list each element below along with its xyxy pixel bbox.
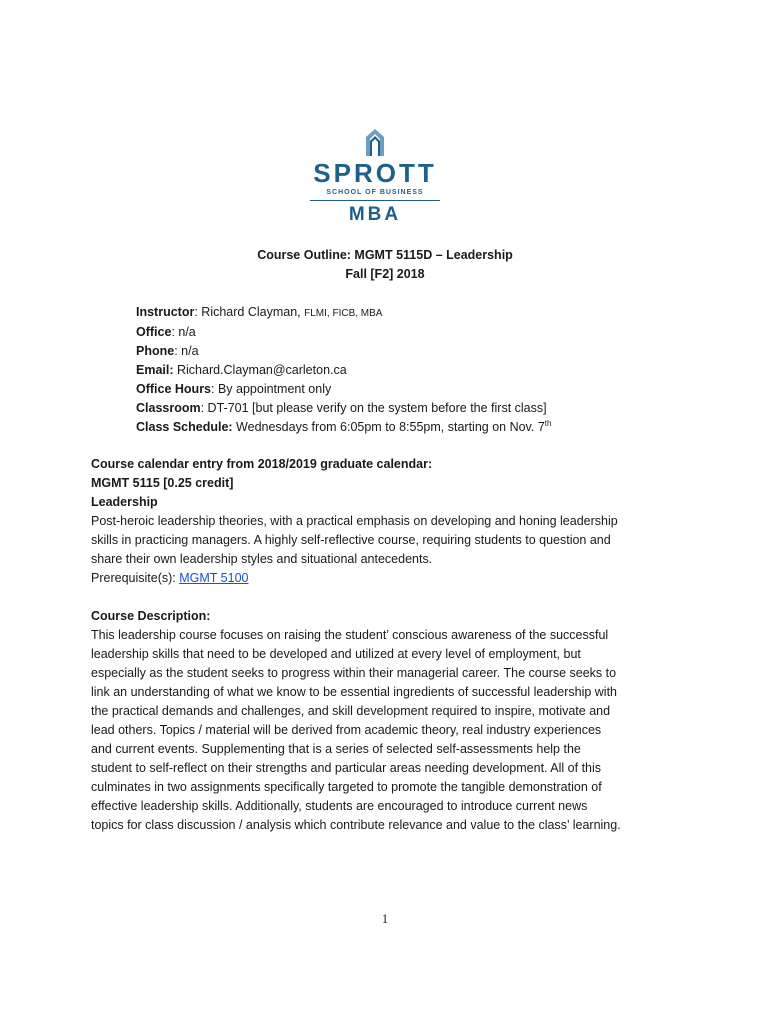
class-schedule-label: Class Schedule: [136, 420, 233, 434]
office-hours-label: Office Hours [136, 382, 212, 396]
classroom-value: : DT-701 [but please verify on the system before the first class] [200, 401, 547, 415]
page-number: 1 [381, 912, 389, 926]
office-hours-value: : By appointment only [211, 382, 332, 396]
logo-arch-icon [364, 128, 386, 156]
office-value: : n/a [171, 325, 196, 339]
logo-divider [310, 200, 440, 201]
office-row [136, 323, 551, 342]
class-schedule-value: Wednesdays from 6:05pm to 8:55pm, starting on Nov. 7 [232, 420, 545, 434]
phone-row [136, 342, 551, 361]
calendar-text-line: Post-heroic leadership theories, with a practical emphasis on developing and honing leadership [91, 514, 618, 528]
course-description-heading: Course Description: [91, 609, 211, 623]
course-info-block [136, 303, 551, 437]
classroom-row [136, 399, 551, 418]
description-line: the practical demands and challenges, and skill development required to inspire, motivate and [91, 704, 611, 718]
classroom-label: Classroom [136, 401, 201, 415]
logo-program: MBA [348, 204, 402, 225]
email-row [136, 361, 551, 380]
description-line: leadership skills that need to be developed and utilized at every level of employment, but [91, 647, 581, 661]
calendar-text-line: share their own leadership styles and situational antecedents. [91, 552, 433, 566]
course-title [0, 246, 770, 284]
instructor-row [136, 303, 551, 323]
phone-label: Phone [136, 344, 175, 358]
logo-name: SPROTT [313, 158, 437, 188]
schedule-superscript: th [544, 418, 552, 428]
instructor-credentials: FLMI, FICB, MBA [304, 308, 383, 319]
term-line: Fall [F2] 2018 [345, 267, 425, 281]
prerequisite-label: Prerequisite(s): [91, 571, 180, 585]
calendar-text-line: skills in practicing managers. A highly self-reflective course, requiring students to question and [91, 533, 611, 547]
description-line: and current events. Supplementing that is a series of selected self-assessments help the [91, 742, 581, 756]
prerequisite-link[interactable]: MGMT 5100 [179, 571, 249, 585]
office-hours-row [136, 380, 551, 399]
instructor-name: Richard Clayman, [201, 305, 305, 319]
class-schedule-row [136, 418, 551, 437]
description-line: lead others. Topics / material will be derived from academic theory, real industry experiences [91, 723, 602, 737]
logo-subtitle: SCHOOL OF BUSINESS [326, 189, 424, 196]
course-title-line: Course Outline: MGMT 5115D – Leadership [257, 248, 513, 262]
description-line: culminates in two assignments specifically targeted to promote the tangible demonstration of [91, 780, 602, 794]
description-line: especially as the student seeks to progress within their managerial career. The course seeks to [91, 666, 617, 680]
course-name-heading: Leadership [91, 495, 158, 509]
phone-value: : n/a [174, 344, 199, 358]
description-line: This leadership course focuses on raising the student’ conscious awareness of the successful [91, 628, 609, 642]
calendar-heading: Course calendar entry from 2018/2019 graduate calendar: [91, 457, 433, 471]
course-code-heading: MGMT 5115 [0.25 credit] [91, 476, 234, 490]
instructor-label: Instructor [136, 305, 195, 319]
office-label: Office [136, 325, 172, 339]
description-line: link an understanding of what we know to be essential ingredients of successful leadership with [91, 685, 618, 699]
sprott-logo [300, 124, 450, 224]
email-label: Email: [136, 363, 174, 377]
description-line: topics for class discussion / analysis which contribute relevance and value to the class’ learning. [91, 818, 621, 832]
document-body [91, 455, 691, 835]
instructor-sep: : [194, 305, 202, 319]
email-value: Richard.Clayman@carleton.ca [173, 363, 347, 377]
spacer [91, 588, 691, 607]
description-line: effective leadership skills. Additionally, students are encouraged to introduce current news [91, 799, 588, 813]
prerequisite-row [91, 569, 691, 588]
description-line: student to self-reflect on their strengths and particular areas needing development. All of this [91, 761, 602, 775]
